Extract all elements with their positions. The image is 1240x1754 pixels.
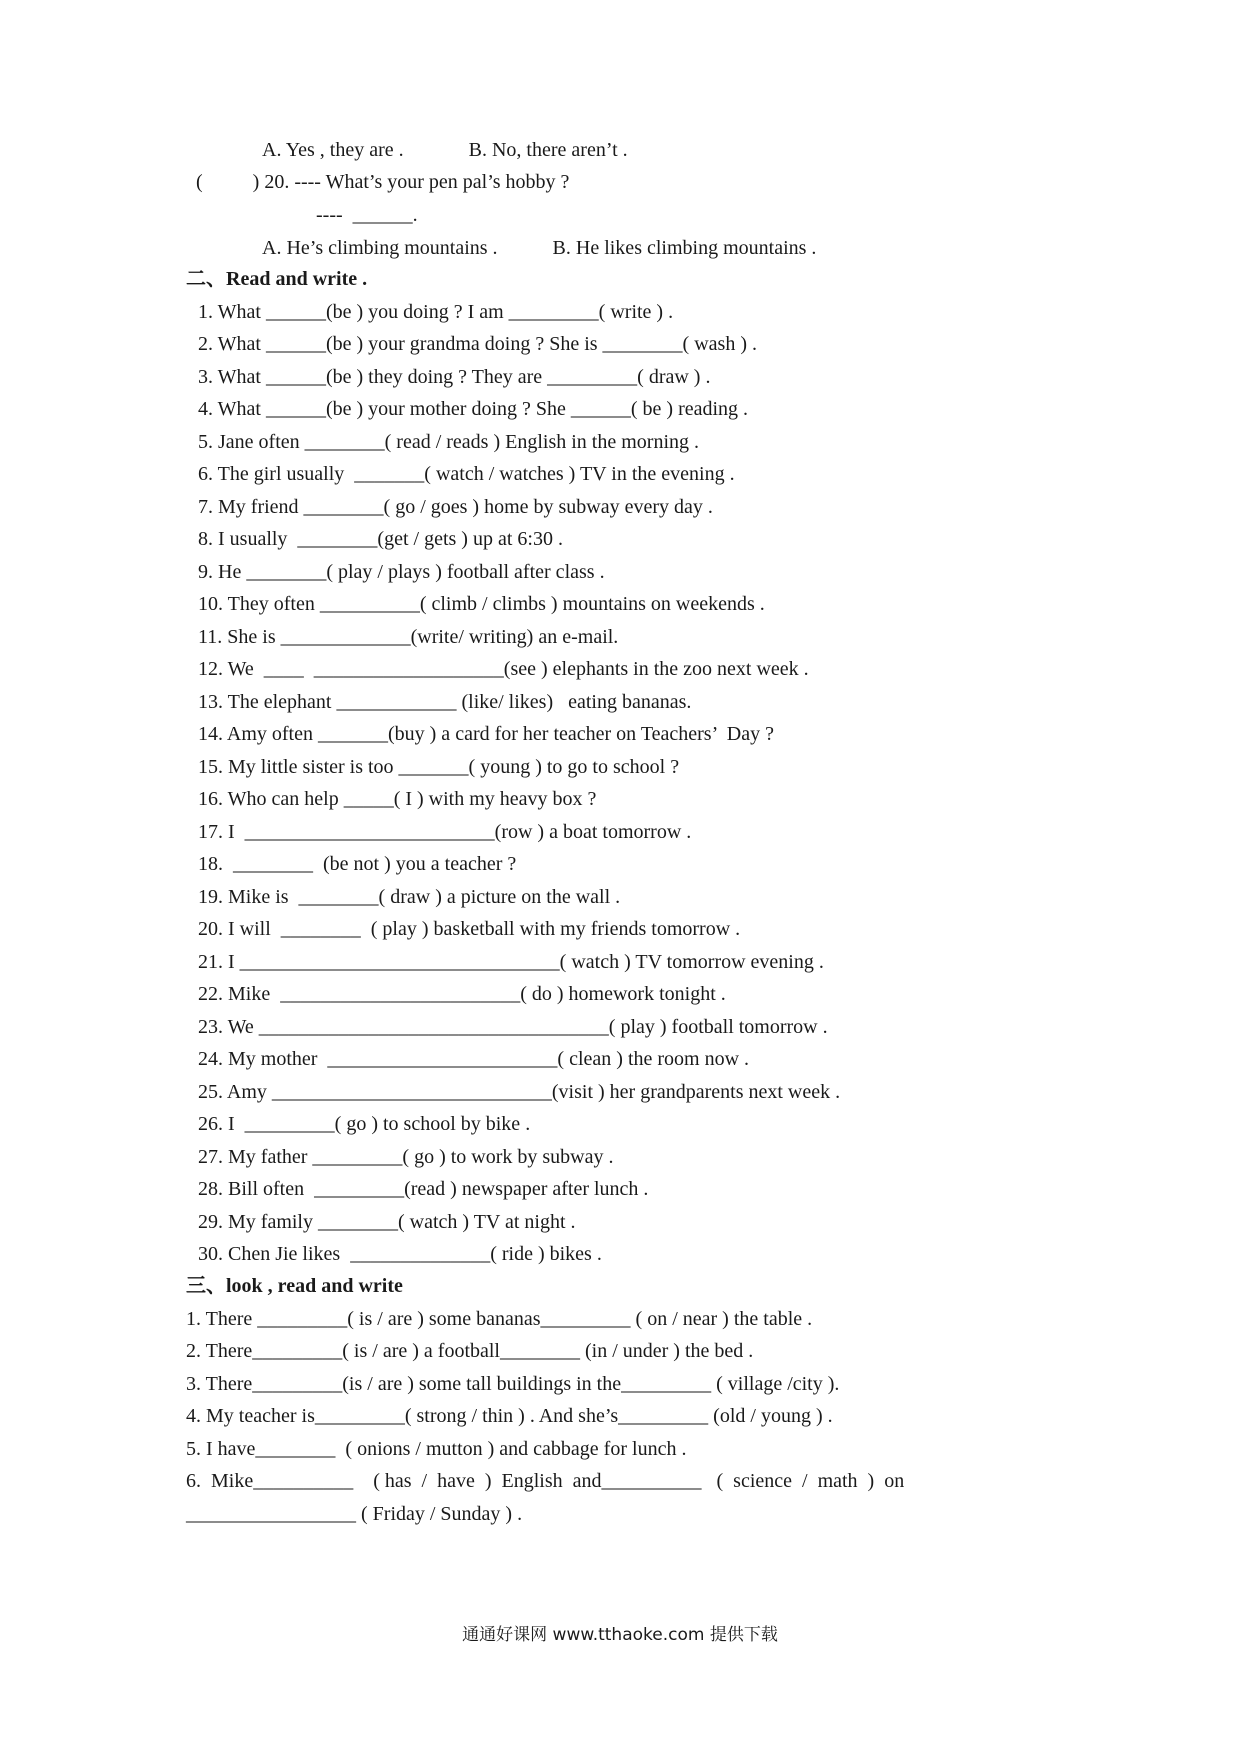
exercise-item: 1. What ______(be ) you doing ? I am _________( write ) . [198, 301, 674, 323]
exercise-item: 3. What ______(be ) they doing ? They are _________( draw ) . [198, 366, 711, 388]
question-20: ( ) 20. ---- What’s your pen pal’s hobby ? [196, 171, 570, 193]
exercise-item: 1. There _________( is / are ) some bananas_________ ( on / near ) the table . [186, 1308, 813, 1330]
exercise-item: 5. Jane often ________( read / reads ) English in the morning . [198, 431, 699, 453]
exercise-item: 11. She is _____________(write/ writing) an e-mail. [198, 626, 619, 648]
section-heading-2: 二、Read and write . [186, 268, 368, 290]
answer-options-20: A. He’s climbing mountains . B. He likes climbing mountains . [262, 237, 817, 259]
exercise-item: 18. ________ (be not ) you a teacher ? [198, 853, 517, 875]
exercise-item: 13. The elephant ____________ (like/ likes) eating bananas. [198, 691, 692, 713]
exercise-item: 4. My teacher is_________( strong / thin ) . And she’s_________ (old / young ) . [186, 1405, 833, 1427]
exercise-item: 2. There_________( is / are ) a football________ (in / under ) the bed . [186, 1340, 754, 1362]
exercise-item: 7. My friend ________( go / goes ) home by subway every day . [198, 496, 713, 518]
exercise-item: 30. Chen Jie likes ______________( ride ) bikes . [198, 1243, 602, 1265]
exercise-item: 5. I have________ ( onions / mutton ) and cabbage for lunch . [186, 1438, 687, 1460]
question-20-response: ---- ______. [316, 204, 418, 226]
footer-text: 通通好课网 www.tthaoke.com 提供下载 [462, 1625, 778, 1645]
exercise-item: 14. Amy often _______(buy ) a card for her teacher on Teachers’ Day ? [198, 723, 774, 745]
exercise-item: 15. My little sister is too _______( young ) to go to school ? [198, 756, 680, 778]
exercise-item: 12. We ____ ___________________(see ) elephants in the zoo next week . [198, 658, 809, 680]
exercise-item: 10. They often __________( climb / climbs ) mountains on weekends . [198, 593, 765, 615]
exercise-item: 20. I will ________ ( play ) basketball with my friends tomorrow . [198, 918, 741, 940]
exercise-item: 9. He ________( play / plays ) football after class . [198, 561, 605, 583]
exercise-item: 22. Mike ________________________( do ) homework tonight . [198, 983, 726, 1005]
exercise-item: 27. My father _________( go ) to work by subway . [198, 1146, 614, 1168]
exercise-item: 17. I _________________________(row ) a boat tomorrow . [198, 821, 692, 843]
exercise-item: 2. What ______(be ) your grandma doing ? She is ________( wash ) . [198, 333, 757, 355]
exercise-item: 26. I _________( go ) to school by bike . [198, 1113, 531, 1135]
exercise-item: 6. Mike__________ ( has / have ) English and__________ ( science / math ) on [186, 1470, 905, 1492]
exercise-item: 21. I ________________________________( watch ) TV tomorrow evening . [198, 951, 824, 973]
exercise-item: 3. There_________(is / are ) some tall buildings in the_________ ( village /city ). [186, 1373, 840, 1395]
exercise-item: 29. My family ________( watch ) TV at night . [198, 1211, 576, 1233]
exercise-item: 25. Amy ____________________________(visit ) her grandparents next week . [198, 1081, 841, 1103]
exercise-item: 24. My mother _______________________( clean ) the room now . [198, 1048, 750, 1070]
exercise-item: 8. I usually ________(get / gets ) up at 6:30 . [198, 528, 563, 550]
exercise-item: 16. Who can help _____( I ) with my heavy box ? [198, 788, 597, 810]
exercise-item: 28. Bill often _________(read ) newspaper after lunch . [198, 1178, 649, 1200]
section-heading-3: 三、look , read and write [186, 1275, 403, 1297]
answer-options-19: A. Yes , they are . B. No, there aren’t . [262, 139, 628, 161]
exercise-item: 23. We ___________________________________( play ) football tomorrow . [198, 1016, 828, 1038]
exercise-item-continuation: _________________ ( Friday / Sunday ) . [186, 1503, 523, 1525]
exercise-item: 4. What ______(be ) your mother doing ? She ______( be ) reading . [198, 398, 749, 420]
exercise-item: 19. Mike is ________( draw ) a picture on the wall . [198, 886, 621, 908]
exercise-item: 6. The girl usually _______( watch / watches ) TV in the evening . [198, 463, 735, 485]
